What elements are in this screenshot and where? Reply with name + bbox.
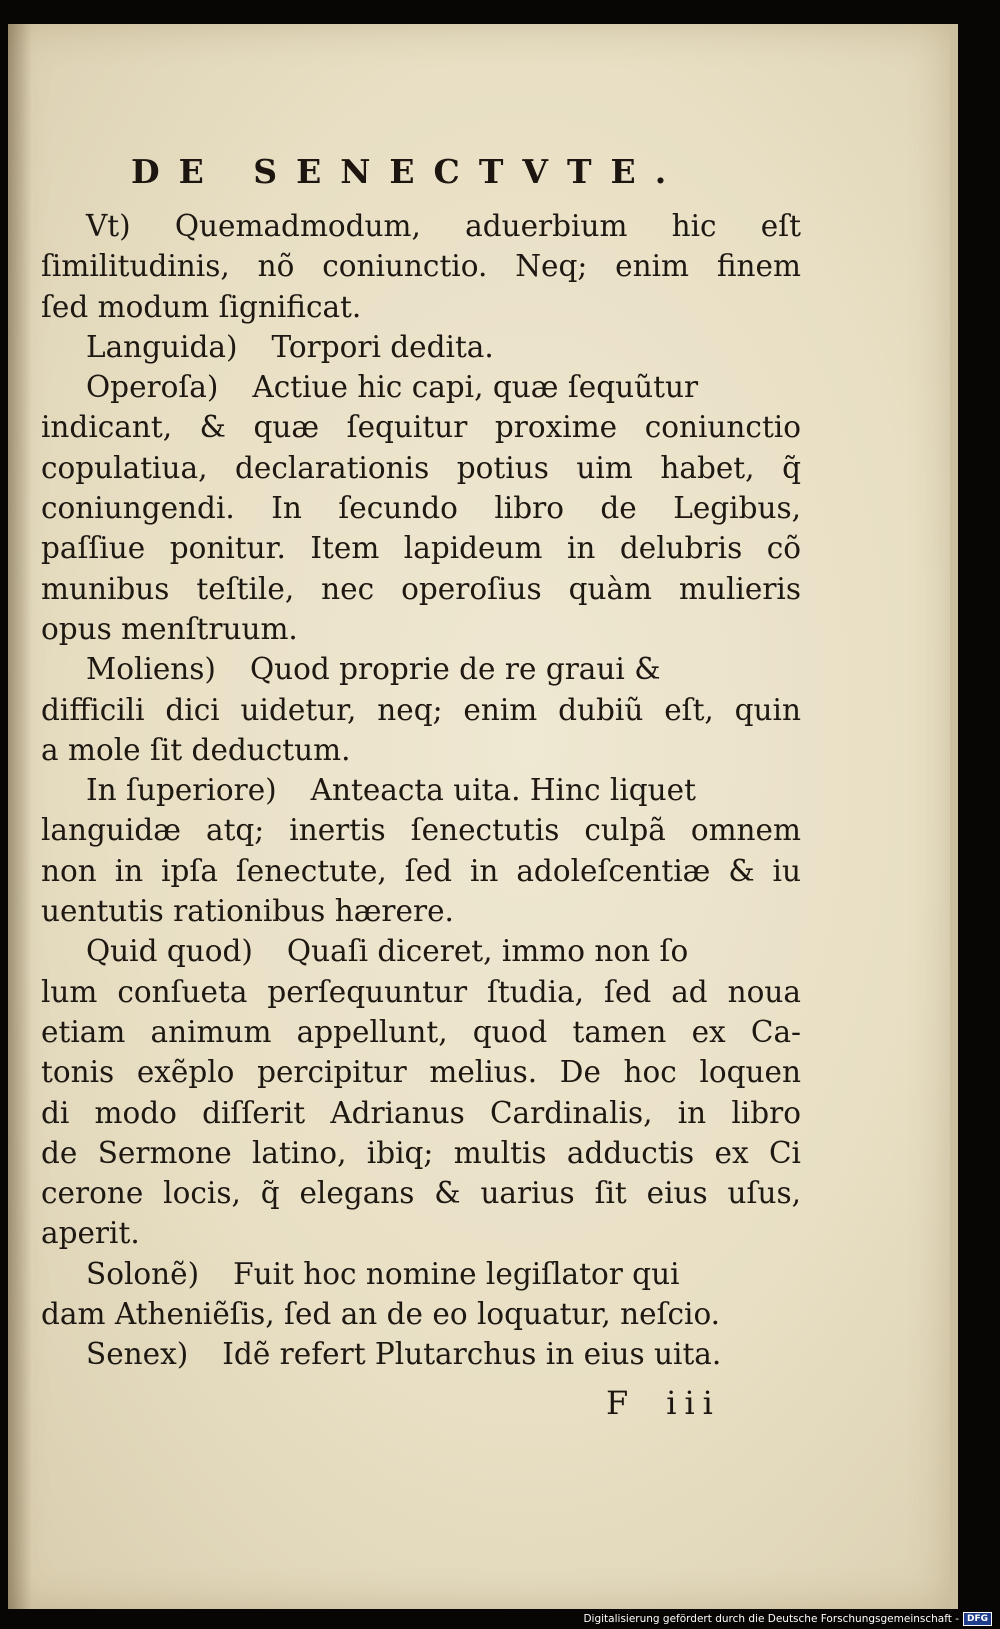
text-line: tonis exẽplo percipitur melius. De hoc loquen: [41, 1055, 801, 1090]
text-line: Vt) Quemadmodum, aduerbium hic eſt: [86, 209, 801, 243]
text-line: copulatiua, declarationis potius uim habet, q̃: [41, 450, 801, 485]
digitization-footer: [583, 1612, 992, 1626]
text-line: non in ipſa ſenectute, ſed in adoleſcentiæ & iu: [41, 853, 801, 888]
lemma-solone: Solonẽ): [86, 1256, 200, 1291]
text-line: [41, 649, 801, 689]
text-line: lum conſueta perſequuntur ſtudia, ſed ad noua: [41, 974, 801, 1009]
text-line: de Sermone latino, ibiq; multis adductis ex Ci: [41, 1135, 801, 1170]
text-line: a mole ſit deductum.: [41, 732, 351, 767]
dfg-logo: DFG: [963, 1612, 992, 1626]
text-line: opus menſtruum.: [41, 611, 298, 646]
gloss-text: Anteacta uita. Hinc liquet: [310, 773, 696, 808]
book-page: [8, 24, 958, 1609]
lemma-operosa: Operoſa): [86, 370, 219, 405]
signature-number: iii: [666, 1384, 721, 1422]
footer-text: Digitalisierung gefördert durch die Deutsche Forschungsgemeinschaft -: [583, 1613, 959, 1625]
lemma-in-superiore: In ſuperiore): [86, 773, 277, 808]
text-line: ſed modum ſignificat.: [41, 289, 362, 324]
text-line: [41, 327, 801, 367]
text-line: munibus teſtile, nec operoſius quàm mulieris: [41, 571, 801, 606]
text-line: [41, 1254, 801, 1294]
lemma-quid-quod: Quid quod): [86, 934, 253, 969]
text-line: [41, 770, 801, 810]
lemma-senex: Senex): [86, 1337, 189, 1372]
signature-mark: [606, 1384, 721, 1422]
text-line: uentutis rationibus hærere.: [41, 894, 454, 929]
signature-letter: F: [606, 1384, 637, 1422]
spine-shadow: [8, 24, 32, 1609]
text-line: paſſiue ponitur. Item lapideum in delubris cõ: [41, 531, 801, 566]
text-line: ſimilitudinis, nõ coniunctio. Neq; enim finem: [41, 249, 801, 284]
gloss-text: Torpori dedita.: [271, 329, 494, 364]
commentary-text: [41, 206, 801, 1375]
gloss-text: Fuit hoc nomine legiſlator qui: [233, 1256, 680, 1291]
text-line: coniungendi. In ſecundo libro de Legibus,: [41, 491, 801, 526]
text-line: [41, 931, 801, 971]
text-line: cerone locis, q̃ elegans & uarius ſit eius uſus,: [41, 1176, 801, 1211]
lemma-moliens: Moliens): [86, 652, 216, 687]
text-line: etiam animum appellunt, quod tamen ex Ca-: [41, 1014, 801, 1049]
text-line: aperit.: [41, 1216, 140, 1251]
text-line: [41, 367, 801, 407]
text-line: languidæ atq; inertis ſenectutis culpã omnem: [41, 813, 801, 848]
running-head: DE SENECTVTE.: [131, 152, 686, 191]
lemma-languida: Languida): [86, 329, 238, 364]
gloss-text: Quod proprie de re graui &: [249, 652, 661, 687]
gloss-text: Idẽ refert Plutarchus in eius uita.: [222, 1337, 722, 1372]
text-line: indicant, & quæ ſequitur proxime coniunctio: [41, 410, 801, 445]
text-line: di modo diſſerit Adrianus Cardinalis, in libro: [41, 1095, 801, 1130]
gloss-text: Actiue hic capi, quæ ſequũtur: [252, 370, 699, 405]
text-line: difficili dici uidetur, neq; enim dubiũ eſt, quin: [41, 692, 801, 727]
gloss-text: Quaſi diceret, immo non ſo: [286, 934, 689, 969]
text-line: dam Atheniẽſis, ſed an de eo loquatur, neſcio.: [41, 1297, 721, 1332]
text-line: [41, 1334, 801, 1374]
